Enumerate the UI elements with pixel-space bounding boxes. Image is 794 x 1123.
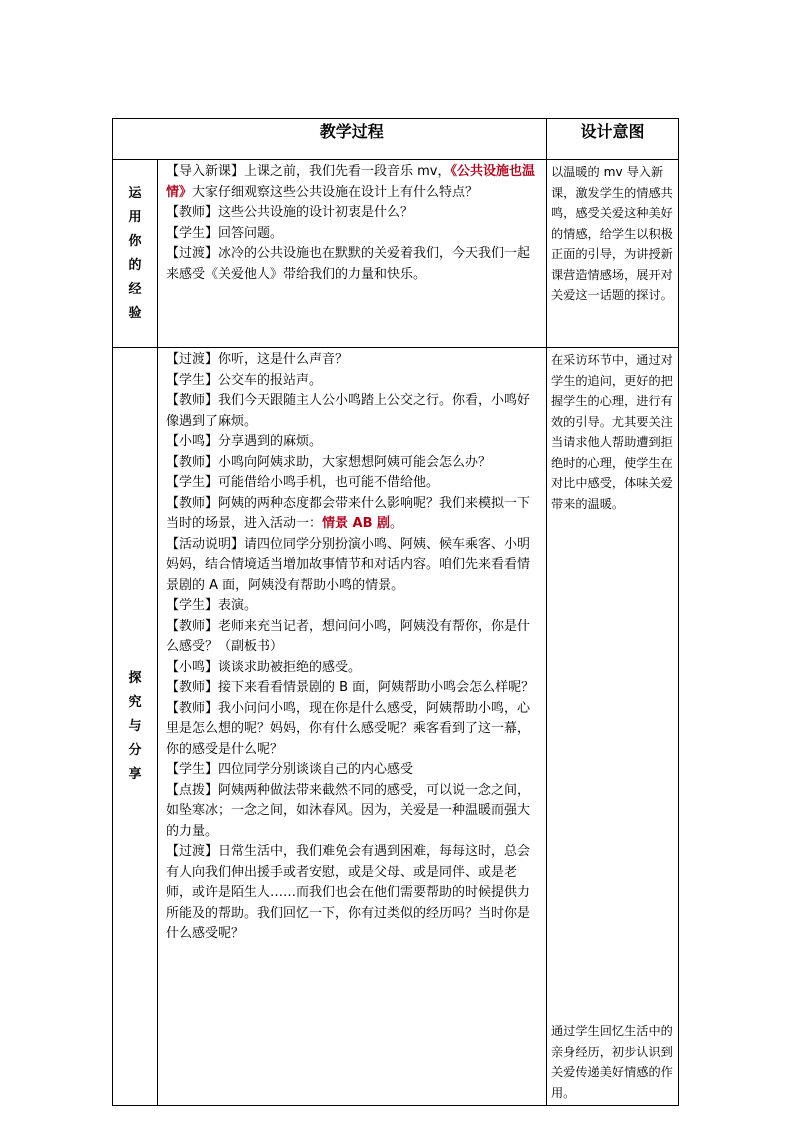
lesson-plan-table	[112, 118, 679, 1106]
paragraph-text: 【学生】表演。	[166, 598, 258, 613]
process-paragraph	[166, 432, 542, 453]
header-blank-cell	[113, 119, 158, 160]
paragraph-text: 【学生】四位同学分别谈谈自己的内心感受	[166, 762, 414, 777]
process-paragraph	[166, 203, 542, 224]
paragraph-text: 【教师】这些公共设施的设计初衷是什么？	[166, 205, 414, 220]
paragraph-text: 【学生】可能借给小鸣手机，也可能不借给他。	[166, 475, 440, 490]
process-paragraph	[166, 162, 542, 203]
paragraph-text: 【小鸣】分享遇到的麻烦。	[166, 434, 323, 449]
section-label-explore: 探 究 与 分 享	[113, 348, 158, 1106]
highlighted-title: 情景 AB 剧	[322, 516, 391, 531]
process-paragraph	[166, 658, 542, 679]
paragraph-text: 【教师】阿姨的两种态度都会带来什么影响呢？我们来模拟一下当时的场景，进入活动一：	[166, 495, 531, 531]
intent-text: 通过学生回忆生活中的亲身经历，初步认识到关爱传递美好情感的作用。	[551, 1024, 673, 1100]
intent-cell-explore	[547, 348, 679, 1106]
process-paragraph	[166, 453, 542, 474]
process-cell-experience	[158, 160, 547, 348]
section-row-experience	[113, 160, 679, 348]
paragraph-text: 【教师】我们今天跟随主人公小鸣踏上公交之行。你看，小鸣好像遇到了麻烦。	[166, 393, 531, 429]
process-paragraph	[166, 699, 542, 761]
highlighted-title: 《公共设施也温情》	[166, 164, 536, 200]
paragraph-text: 【活动说明】请四位同学分别扮演小鸣、阿姨、候车乘客、小明妈妈，结合情境适当增加故事情节和对话内容。咱们先来看看情景剧的 A 面，阿姨没有帮助小鸣的情景。	[166, 536, 531, 593]
section-row-explore	[113, 348, 679, 1106]
process-paragraph	[166, 535, 542, 597]
process-paragraph	[166, 391, 542, 432]
process-paragraph	[166, 760, 542, 781]
intent-cell-experience	[547, 160, 679, 348]
paragraph-text: 大家仔细观察这些公共设施在设计上有什么特点？	[192, 184, 479, 200]
process-paragraph	[166, 617, 542, 658]
paragraph-text: 【教师】我小问问小鸣，现在你是什么感受，阿姨帮助小鸣，心里是怎么想的呢？妈妈，你有什么感受呢？乘客看到了这一幕，你的感受是什么呢？	[166, 700, 531, 757]
section-label-experience: 运 用 你 的 经 验	[113, 160, 158, 348]
paragraph-text: 【小鸣】谈谈求助被拒绝的感受。	[166, 659, 362, 675]
paragraph-text: 【学生】回答问题。	[166, 225, 284, 241]
header-row	[113, 119, 679, 160]
paragraph-text: 【学生】公交车的报站声。	[166, 372, 323, 388]
process-paragraph	[166, 678, 542, 699]
process-paragraph	[166, 350, 542, 371]
paragraph-text: 【点拨】阿姨两种做法带来截然不同的感受，可以说一念之间，如坠寒冰；一念之间，如沐春风。因为，关爱是一种温暖而强大的力量。	[166, 782, 531, 839]
process-paragraph	[166, 842, 542, 945]
process-paragraph	[166, 371, 542, 392]
paragraph-text: 【教师】老师来充当记者，想问问小鸣，阿姨没有帮你，你是什么感受？（副板书）	[166, 618, 531, 654]
process-paragraph	[166, 244, 542, 285]
process-paragraph	[166, 596, 542, 617]
process-paragraph	[166, 494, 542, 535]
intent-header: 设计意图	[547, 119, 679, 160]
process-paragraph	[166, 781, 542, 843]
process-paragraph	[166, 224, 542, 245]
process-paragraph	[166, 473, 542, 494]
process-header: 教学过程	[158, 119, 547, 160]
intent-text: 以温暖的 mv 导入新课，激发学生的情感共鸣，感受关爱这种美好的情感，给学生以积极正面的引导，为讲授新课营造情感场，展开对关爱这一话题的探讨。	[551, 165, 673, 302]
paragraph-text: 【教师】小鸣向阿姨求助，大家想想阿姨可能会怎么办？	[166, 454, 492, 470]
paragraph-text: 【过渡】你听，这是什么声音？	[166, 352, 349, 367]
paragraph-text: 【过渡】冰冷的公共设施也在默默的关爱着我们，今天我们一起来感受《关爱他人》带给我们的力量和快乐。	[166, 246, 531, 282]
intent-text: 在采访环节中，通过对学生的追问，更好的把握学生的心理，进行有效的引导。尤其要关注当请求他人帮助遭到拒绝时的心理，使学生在对比中感受，体味关爱带来的温暖。	[551, 353, 673, 511]
paragraph-text: 【导入新课】上课之前，我们先看一段音乐 mv，	[166, 164, 451, 179]
paragraph-text: 【教师】接下来看看情景剧的 B 面，阿姨帮助小鸣会怎么样呢？	[166, 680, 535, 695]
process-cell-explore	[158, 348, 547, 1106]
paragraph-text: 【过渡】日常生活中，我们难免会有遇到困难，每每这时，总会有人向我们伸出援手或者安慰，或是父母、或是同伴、或是老师，或许是陌生人……而我们也会在他们需要帮助的时候提供力所能及的帮助。我们回忆一下，你有过类似的经历吗？当时你是什么感受呢？	[166, 844, 531, 941]
paragraph-text: 。	[390, 516, 404, 531]
